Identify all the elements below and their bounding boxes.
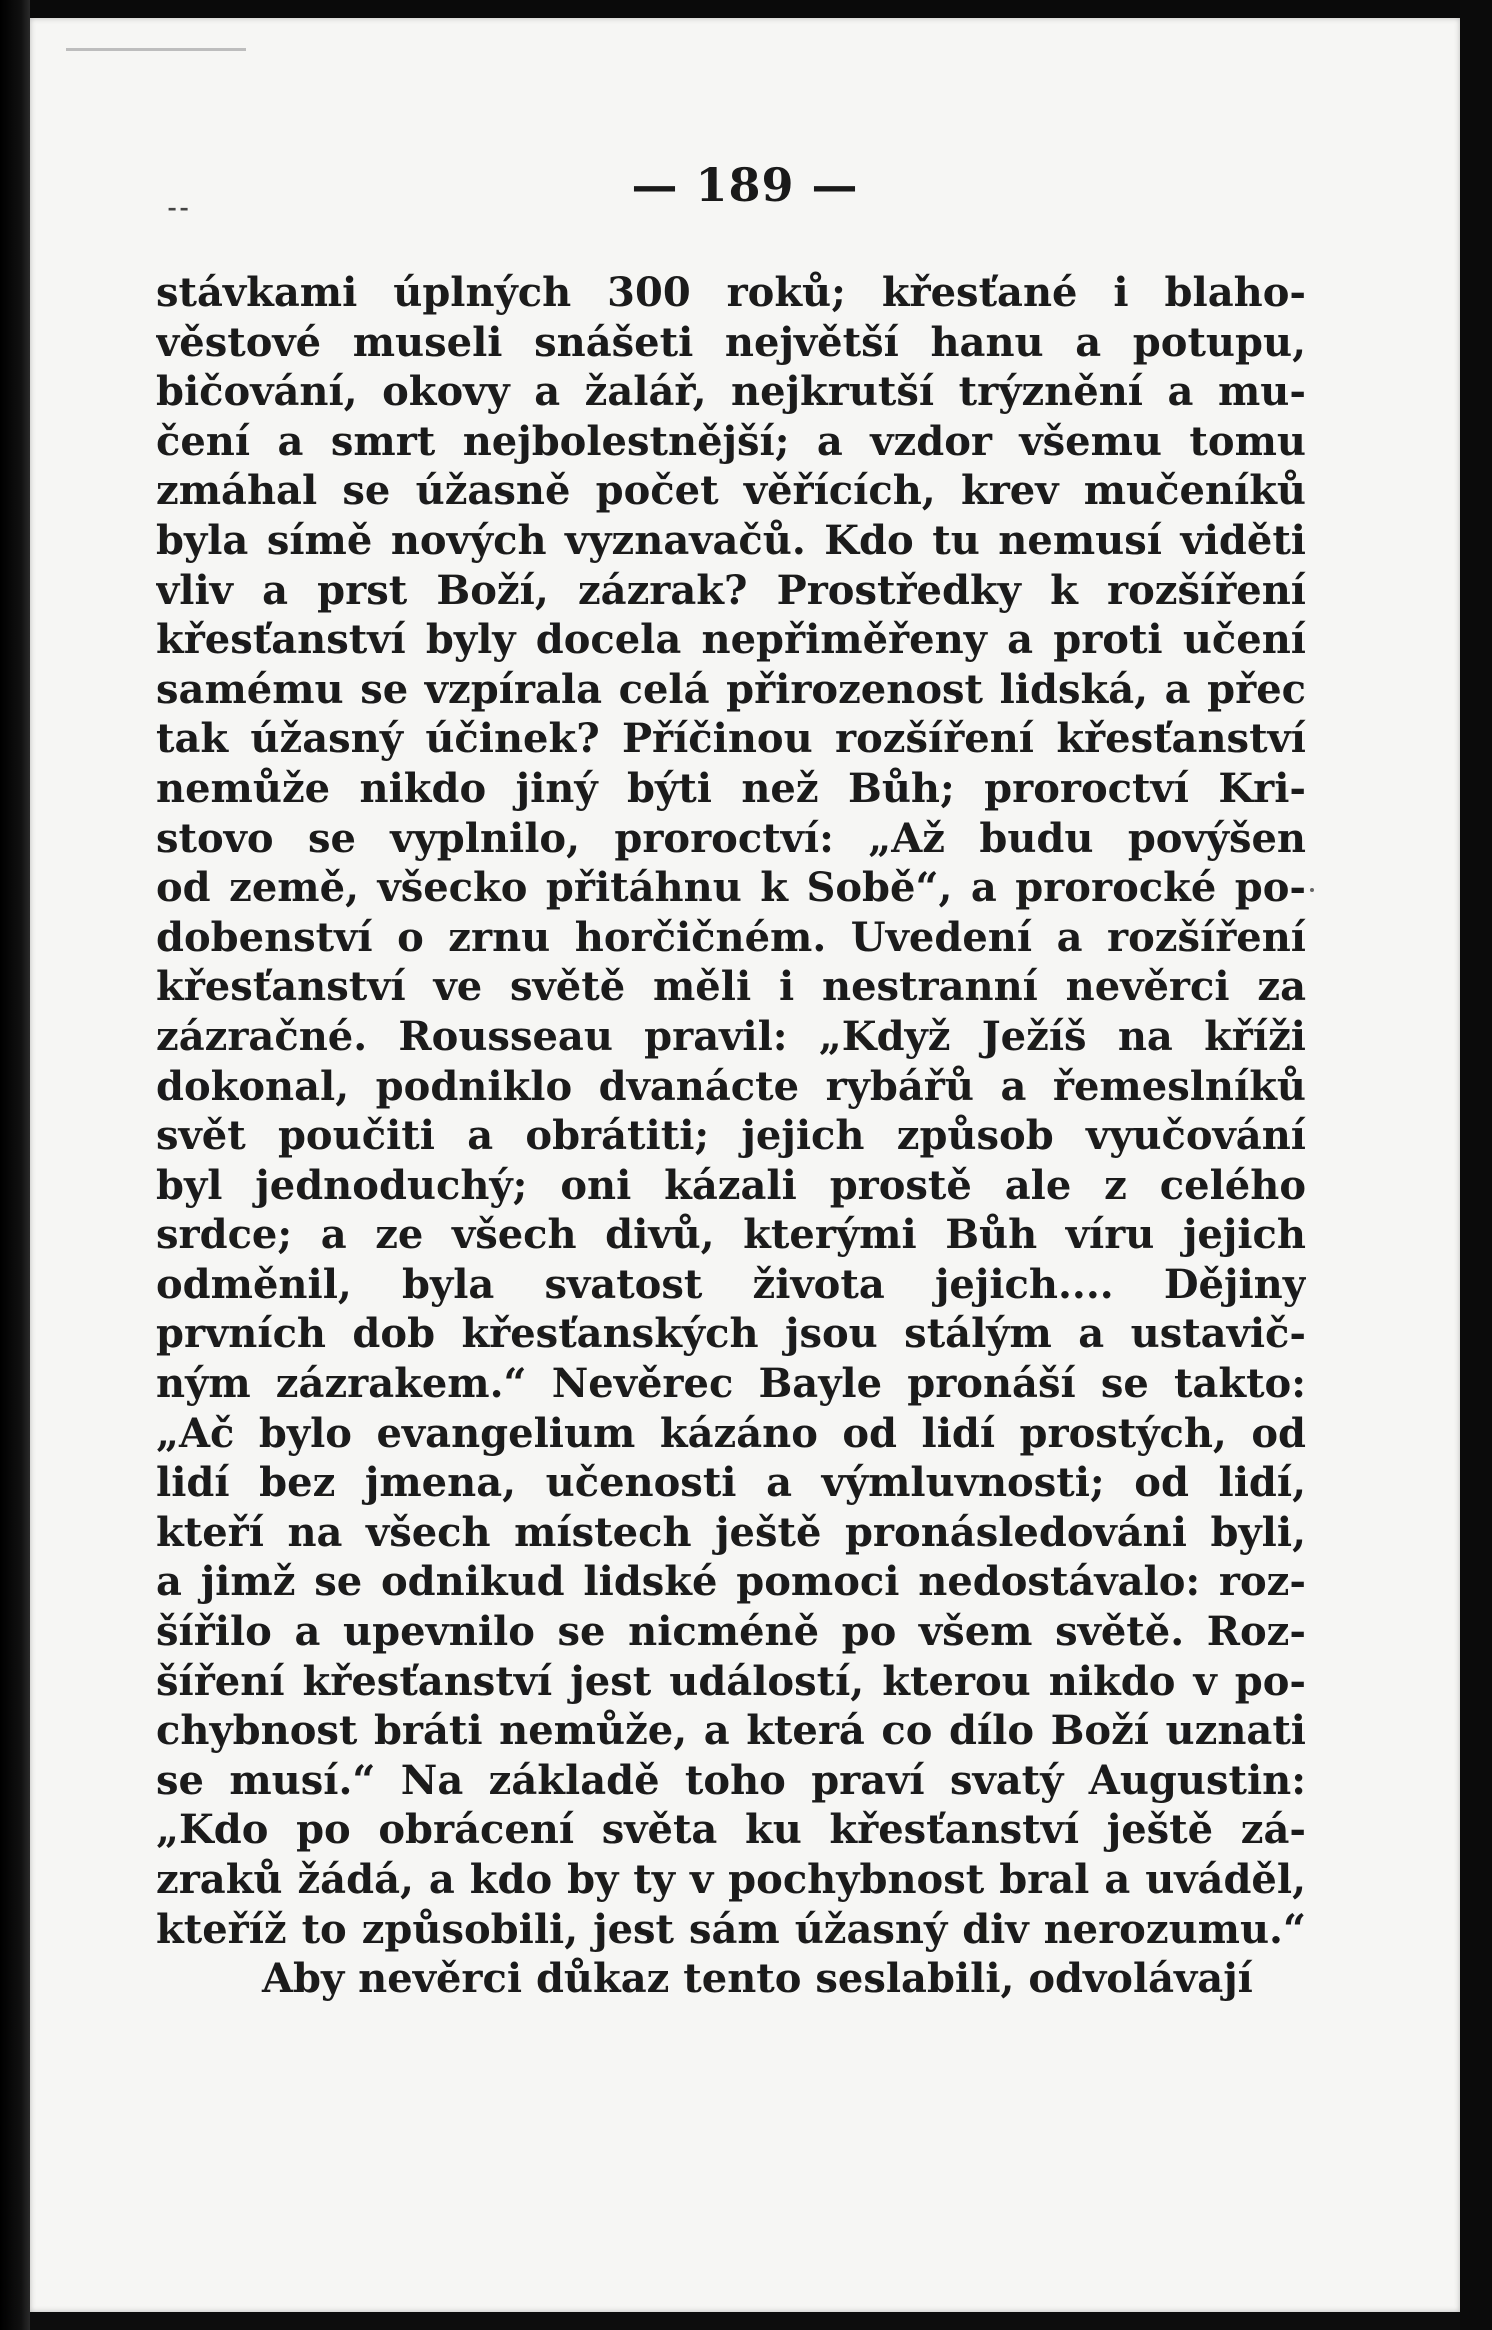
text-line: „Ač bylo evangelium kázáno od lidí prostých, od <box>156 1409 1306 1457</box>
text-line: bičování, okovy a žalář, nejkrutší trýznění a mu- <box>156 368 1306 416</box>
scan-border-top <box>0 0 1492 18</box>
page-text <box>156 268 1306 2004</box>
text-line: zázračné. Rousseau pravil: „Když Ježíš na kříži <box>156 1012 1306 1060</box>
text-line: odměnil, byla svatost života jejich.... Dějiny <box>156 1260 1306 1308</box>
text-line: stávkami úplných 300 roků; křesťané i blaho- <box>156 269 1306 316</box>
text-line: svět poučiti a obrátiti; jejich způsob vyučování <box>156 1112 1306 1160</box>
page-mark: ⁃⁃ <box>166 196 190 224</box>
text-line: zraků žádá, a kdo by ty v pochybnost bral a uváděl, <box>156 1856 1306 1903</box>
text-line: se musí.“ Na základě toho praví svatý Augustin: <box>156 1756 1306 1804</box>
text-line: šířilo a upevnilo se nicméně po všem světě. Roz- <box>156 1608 1306 1656</box>
text-line: ným zázrakem.“ Nevěrec Bayle pronáší se takto: <box>156 1360 1306 1408</box>
text-line: dokonal, podniklo dvanácte rybářů a řemeslníků <box>156 1062 1306 1110</box>
text-line: kteříž to způsobili, jest sám úžasný div nerozumu.“ <box>156 1905 1306 1953</box>
text-line: byl jednoduchý; oni kázali prostě ale z celého <box>156 1161 1306 1209</box>
scan-border-right <box>1460 0 1492 2330</box>
text-line: „Kdo po obrácení světa ku křesťanství ještě zá- <box>156 1806 1306 1854</box>
page-top-strip <box>66 48 246 51</box>
text-line: samému se vzpírala celá přirozenost lidská, a přec <box>156 665 1306 713</box>
page-number: — 189 — <box>631 158 859 212</box>
text-line: byla símě nových vyznavačů. Kdo tu nemusí viděti <box>156 516 1306 564</box>
scan-border-left <box>0 0 30 2330</box>
book-page <box>30 18 1460 2312</box>
text-line: lidí bez jmena, učenosti a výmluvnosti; od lidí, <box>156 1459 1306 1507</box>
text-line: věstové museli snášeti největší hanu a potupu, <box>156 318 1306 366</box>
text-line: křesťanství ve světě měli i nestranní nevěrci za <box>156 963 1306 1011</box>
text-line: prvních dob křesťanských jsou stálým a ustavič- <box>156 1310 1306 1358</box>
ink-speck <box>1310 888 1314 892</box>
text-line: dobenství o zrnu horčičném. Uvedení a rozšíření <box>156 913 1306 961</box>
text-line-paragraph-start: Aby nevěrci důkaz tento seslabili, odvolávají <box>262 1955 1253 2003</box>
text-line: čení a smrt nejbolestnější; a vzdor všemu tomu <box>156 417 1306 465</box>
text-line: od země, všecko přitáhnu k Sobě“, a prorocké po- <box>156 864 1306 912</box>
text-line: zmáhal se úžasně počet věřících, krev mučeníků <box>156 467 1306 515</box>
text-line: vliv a prst Boží, zázrak? Prostředky k rozšíření <box>156 566 1306 614</box>
text-line: chybnost bráti nemůže, a která co dílo Boží uznati <box>156 1707 1306 1755</box>
text-line: nemůže nikdo jiný býti než Bůh; proroctví Kri- <box>156 764 1306 812</box>
text-line: kteří na všech místech ještě pronásledováni byli, <box>156 1508 1306 1556</box>
text-line: srdce; a ze všech divů, kterými Bůh víru jejich <box>156 1211 1306 1259</box>
text-line: křesťanství byly docela nepřiměřeny a proti učení <box>156 616 1306 664</box>
text-line: a jimž se odnikud lidské pomoci nedostávalo: roz- <box>156 1558 1306 1606</box>
text-line: stovo se vyplnilo, proroctví: „Až budu povýšen <box>156 814 1306 862</box>
text-line: šíření křesťanství jest událostí, kterou nikdo v po- <box>156 1657 1306 1705</box>
text-line: tak úžasný účinek? Příčinou rozšíření křesťanství <box>156 715 1306 763</box>
